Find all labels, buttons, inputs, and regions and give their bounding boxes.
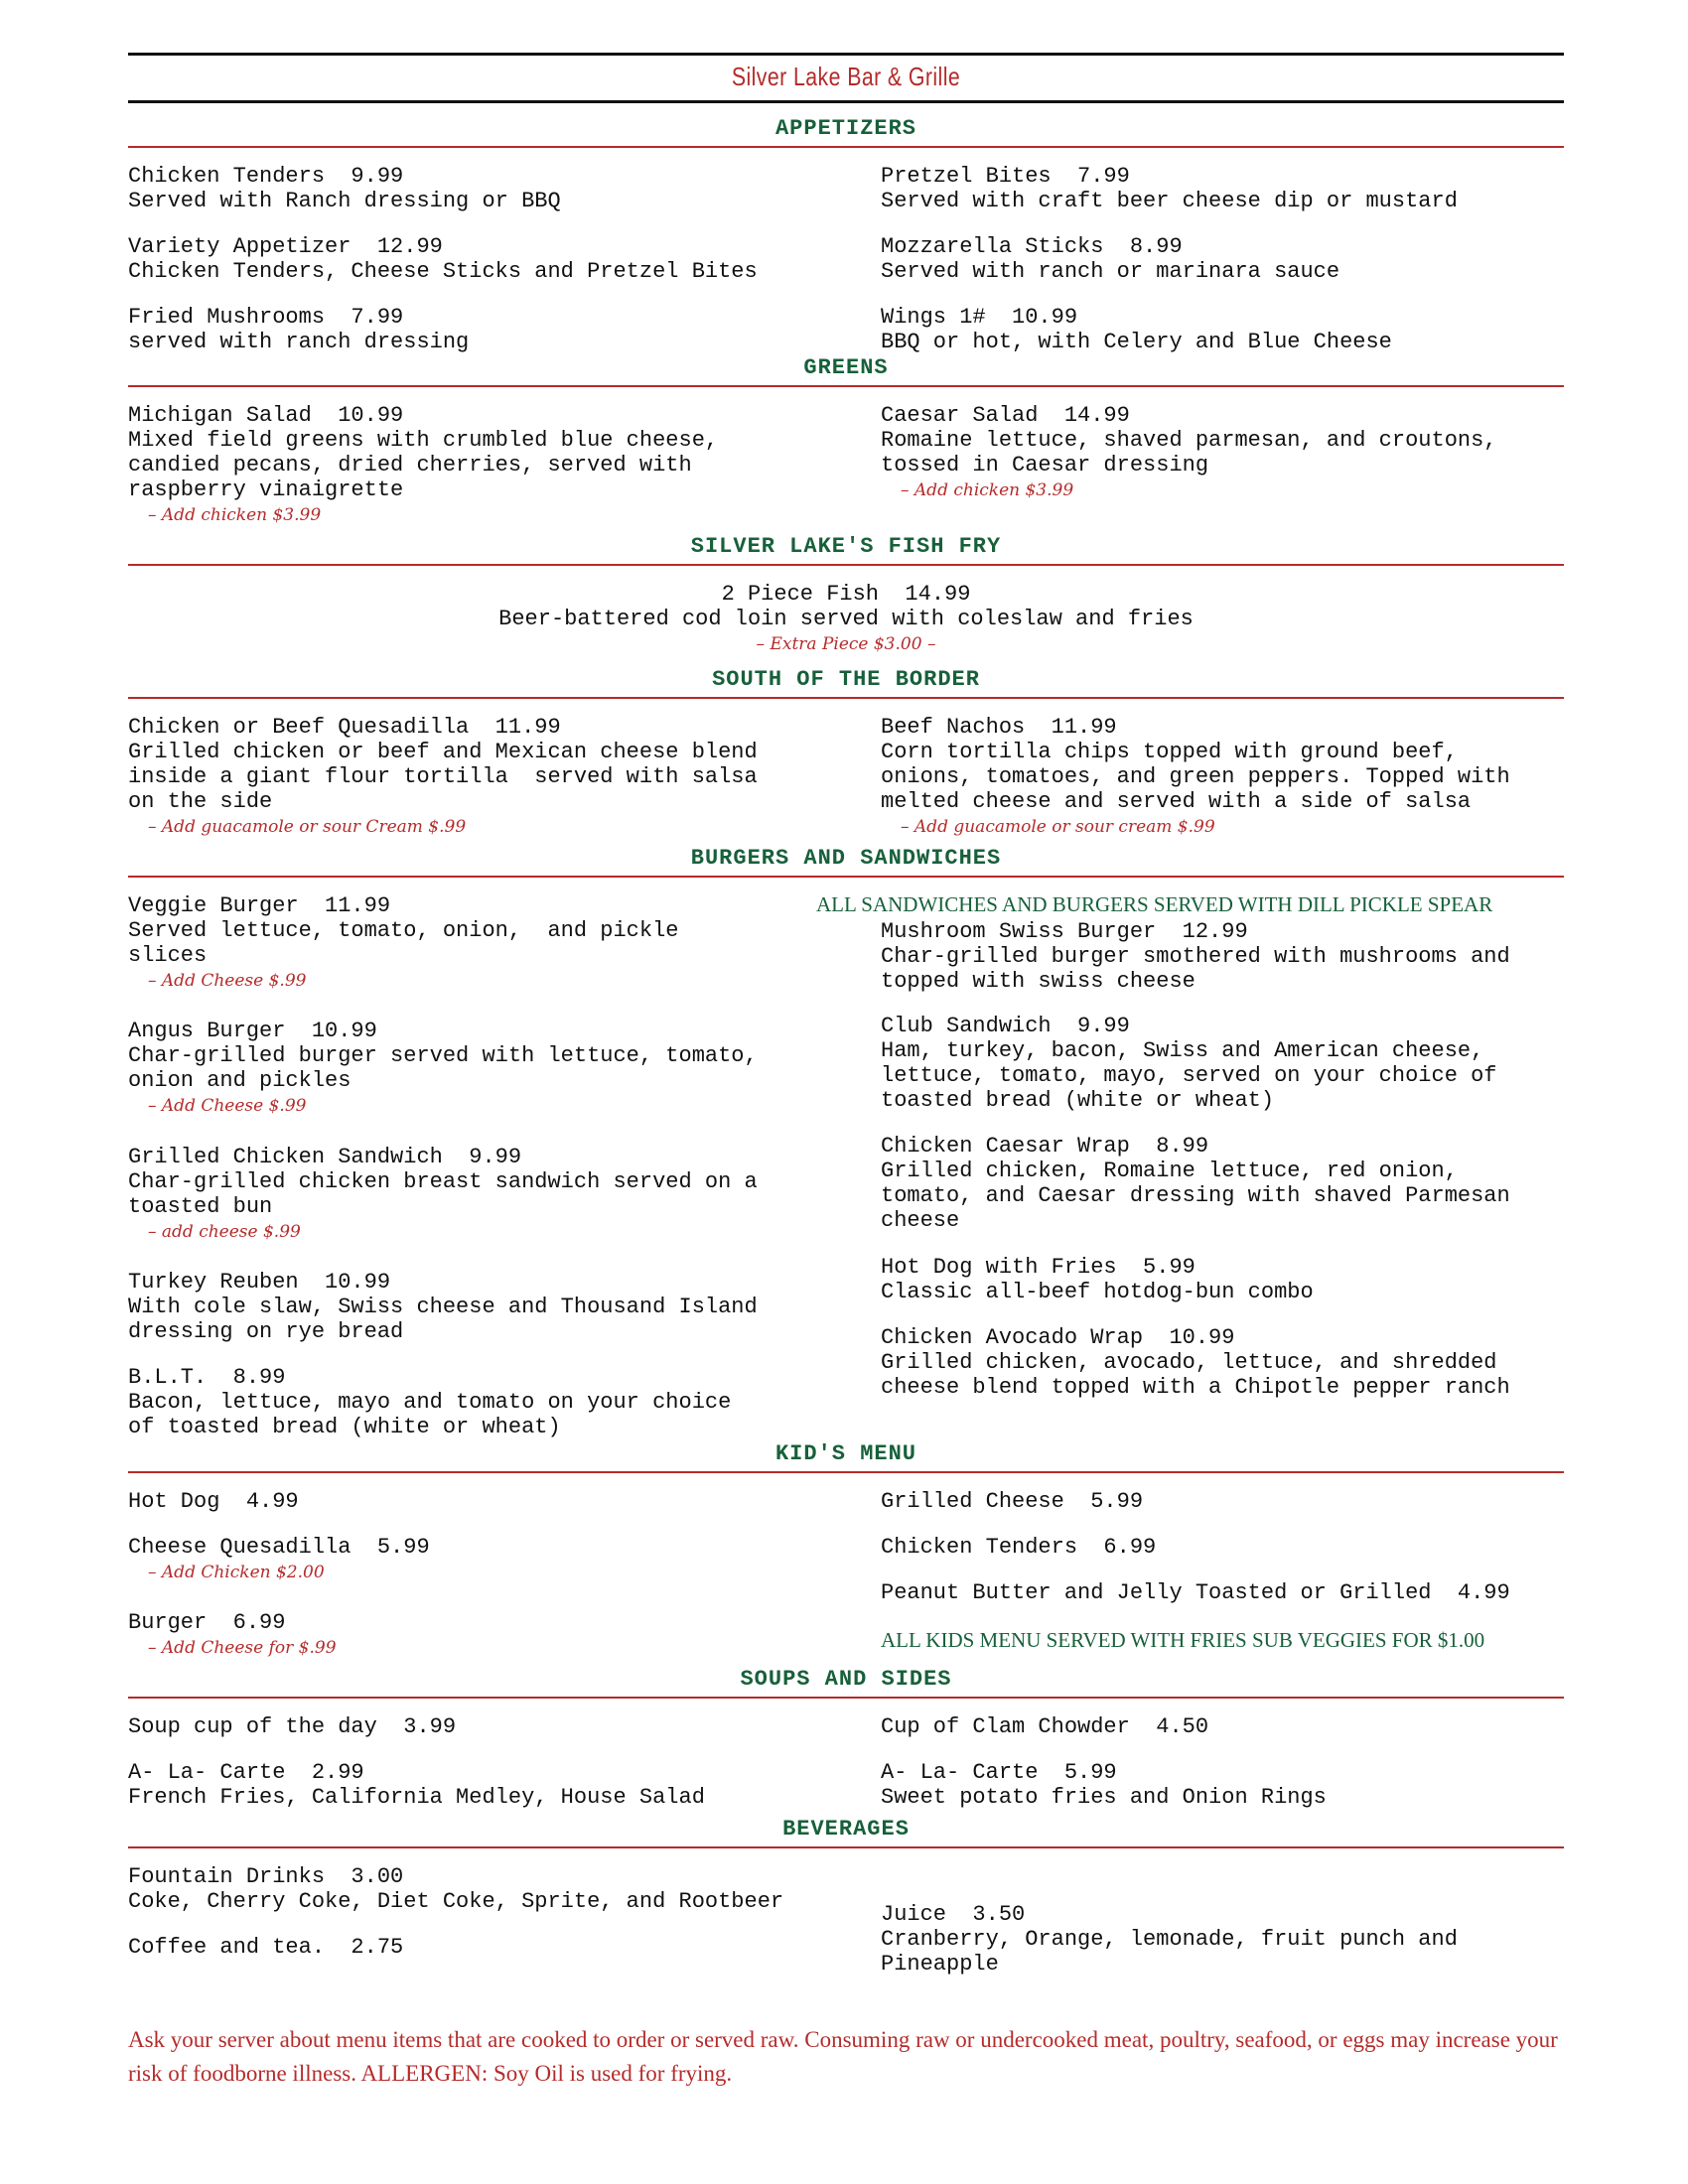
menu-item-soup-of-the-day: [128, 1714, 456, 1739]
item-description: Grilled chicken or beef and Mexican cheese blend inside a giant flour tortilla served with salsa on the side: [128, 740, 758, 814]
item-name: Fried Mushrooms 7.99: [128, 305, 404, 330]
item-name: Angus Burger 10.99: [128, 1019, 377, 1043]
menu-item-grilled-chicken-sandwich: [128, 1145, 758, 1219]
item-name: Grilled Cheese 5.99: [881, 1489, 1144, 1514]
section-rule: [128, 385, 1564, 387]
addon-note: – Extra Piece $3.00 –: [756, 634, 936, 654]
item-description: Coke, Cherry Coke, Diet Coke, Sprite, and Rootbeer: [128, 1889, 784, 1914]
menu-item-chicken-avocado-wrap: [881, 1325, 1510, 1400]
addon-note: – Add Cheese $.99: [148, 971, 307, 991]
item-description: Sweet potato fries and Onion Rings: [881, 1785, 1327, 1810]
menu-item-angus-burger: [128, 1019, 758, 1093]
kids-banner: ALL KIDS MENU SERVED WITH FRIES SUB VEGGIES FOR $1.00: [881, 1628, 1485, 1652]
addon-note: – Add guacamole or sour Cream $.99: [148, 817, 467, 837]
item-description: Ham, turkey, bacon, Swiss and American cheese, lettuce, tomato, mayo, served on your choice of toasted bread (white or wheat): [881, 1038, 1497, 1113]
menu-item-chicken-caesar-wrap: [881, 1134, 1510, 1233]
item-description: Chicken Tenders, Cheese Sticks and Pretzel Bites: [128, 259, 758, 284]
section-rule: [128, 1846, 1564, 1848]
item-name: Peanut Butter and Jelly Toasted or Grilled 4.99: [881, 1580, 1510, 1605]
section-rule: [128, 146, 1564, 148]
menu-item-coffee-and-tea: [128, 1935, 403, 1960]
header-bottom-rule: [128, 100, 1564, 103]
menu-item-michigan-salad: [128, 403, 718, 502]
item-name: A- La- Carte 5.99: [881, 1760, 1117, 1785]
section-title-appetizers: APPETIZERS: [774, 116, 917, 141]
section-rule: [128, 876, 1564, 878]
menu-item-kids-hot-dog: [128, 1489, 299, 1514]
item-name: Mushroom Swiss Burger 12.99: [881, 919, 1248, 944]
menu-item-juice: [881, 1902, 1458, 1977]
item-description: Served with craft beer cheese dip or mustard: [881, 189, 1458, 213]
item-name: Cup of Clam Chowder 4.50: [881, 1714, 1209, 1739]
section-rule: [128, 564, 1564, 566]
menu-item-a-la-carte-1: [128, 1760, 705, 1810]
item-description: Char-grilled burger smothered with mushrooms and topped with swiss cheese: [881, 944, 1510, 994]
item-description: Served lettuce, tomato, onion, and pickle slices: [128, 918, 679, 968]
menu-item-variety-appetizer: [128, 234, 758, 284]
menu-item-chicken-tenders: [128, 164, 561, 213]
menu-item-kids-burger: [128, 1610, 285, 1635]
menu-item-kids-grilled-cheese: [881, 1489, 1143, 1514]
section-rule: [128, 1471, 1564, 1473]
menu-item-quesadilla: [128, 715, 758, 814]
item-name: Mozzarella Sticks 8.99: [881, 234, 1183, 259]
item-name: Hot Dog 4.99: [128, 1489, 299, 1514]
menu-item-club-sandwich: [881, 1014, 1497, 1113]
menu-item-fried-mushrooms: [128, 305, 469, 354]
item-description: Mixed field greens with crumbled blue cheese, candied pecans, dried cherries, served with raspberry vinaigrette: [128, 428, 719, 502]
menu-item-pretzel-bites: [881, 164, 1458, 213]
addon-note: – Add Cheese for $.99: [148, 1638, 337, 1658]
menu-item-kids-cheese-quesadilla: [128, 1535, 430, 1560]
section-title-kids-menu: KID'S MENU: [774, 1441, 917, 1466]
item-name: Turkey Reuben 10.99: [128, 1270, 391, 1295]
item-name: Michigan Salad 10.99: [128, 403, 404, 428]
burgers-banner: ALL SANDWICHES AND BURGERS SERVED WITH DILL PICKLE SPEAR: [816, 892, 1493, 916]
item-name: Variety Appetizer 12.99: [128, 234, 443, 259]
item-description: Classic all-beef hotdog-bun combo: [881, 1280, 1314, 1304]
section-rule: [128, 697, 1564, 699]
menu-item-beef-nachos: [881, 715, 1510, 814]
menu-item-mozzarella-sticks: [881, 234, 1339, 284]
item-description: Corn tortilla chips topped with ground beef, onions, tomatoes, and green peppers. Topped with melted cheese and served with a side of salsa: [881, 740, 1510, 814]
item-name: Chicken Tenders 9.99: [128, 164, 404, 189]
addon-note: – Add chicken $3.99: [148, 505, 322, 525]
item-description: Served with ranch or marinara sauce: [881, 259, 1340, 284]
menu-item-hot-dog-with-fries: [881, 1255, 1314, 1304]
item-description: Char-grilled burger served with lettuce, tomato, onion and pickles: [128, 1043, 758, 1093]
menu-item-caesar-salad: [881, 403, 1497, 478]
item-name: Cheese Quesadilla 5.99: [128, 1535, 430, 1560]
section-title-burgers-and-sandwiches: BURGERS AND SANDWICHES: [690, 846, 1002, 871]
item-description: served with ranch dressing: [128, 330, 470, 354]
item-name: Juice 3.50: [881, 1902, 1026, 1927]
menu-item-a-la-carte-2: [881, 1760, 1327, 1810]
restaurant-name: Silver Lake Bar & Grille: [731, 62, 961, 91]
menu-item-wings: [881, 305, 1392, 354]
menu-item-turkey-reuben: [128, 1270, 758, 1344]
addon-note: – Add chicken $3.99: [901, 480, 1074, 500]
menu-item-veggie-burger: [128, 893, 679, 968]
item-description: Cranberry, Orange, lemonade, fruit punch and Pineapple: [881, 1927, 1458, 1977]
item-name: Chicken Tenders 6.99: [881, 1535, 1157, 1560]
menu-item-clam-chowder: [881, 1714, 1208, 1739]
addon-note: – Add Cheese $.99: [148, 1096, 307, 1116]
section-title-greens: GREENS: [803, 355, 889, 380]
item-name: 2 Piece Fish 14.99: [721, 582, 971, 607]
section-title-south-of-the-border: SOUTH OF THE BORDER: [712, 667, 980, 692]
item-name: Beef Nachos 11.99: [881, 715, 1117, 740]
item-name: Burger 6.99: [128, 1610, 286, 1635]
addon-note: – add cheese $.99: [148, 1222, 301, 1242]
section-title-fish-fry: SILVER LAKE'S FISH FRY: [690, 534, 1002, 559]
item-name: Coffee and tea. 2.75: [128, 1935, 404, 1960]
item-name: Club Sandwich 9.99: [881, 1014, 1130, 1038]
item-name: Chicken Avocado Wrap 10.99: [881, 1325, 1235, 1350]
addon-note: – Add Chicken $2.00: [148, 1563, 325, 1582]
item-name: Caesar Salad 14.99: [881, 403, 1130, 428]
item-name: Grilled Chicken Sandwich 9.99: [128, 1145, 522, 1169]
item-description: With cole slaw, Swiss cheese and Thousand Island dressing on rye bread: [128, 1295, 758, 1344]
item-name: Fountain Drinks 3.00: [128, 1864, 404, 1889]
header-top-rule: [128, 53, 1564, 56]
menu-item-fountain-drinks: [128, 1864, 783, 1914]
item-name: Chicken Caesar Wrap 8.99: [881, 1134, 1209, 1159]
section-title-soups-and-sides: SOUPS AND SIDES: [740, 1667, 952, 1692]
item-description: Beer-battered cod loin served with coleslaw and fries: [498, 607, 1194, 631]
item-description: Grilled chicken, avocado, lettuce, and shredded cheese blend topped with a Chipotle pepper ranch: [881, 1350, 1510, 1400]
menu-item-kids-pbj: [881, 1580, 1510, 1605]
item-name: Veggie Burger 11.99: [128, 893, 391, 918]
addon-note: – Add guacamole or sour cream $.99: [901, 817, 1215, 837]
item-description: French Fries, California Medley, House Salad: [128, 1785, 705, 1810]
menu-item-kids-chicken-tenders: [881, 1535, 1156, 1560]
item-description: Bacon, lettuce, mayo and tomato on your choice of toasted bread (white or wheat): [128, 1390, 732, 1439]
item-name: Pretzel Bites 7.99: [881, 164, 1130, 189]
item-name: Soup cup of the day 3.99: [128, 1714, 457, 1739]
item-name: Wings 1# 10.99: [881, 305, 1078, 330]
item-description: BBQ or hot, with Celery and Blue Cheese: [881, 330, 1392, 354]
item-name: B.L.T. 8.99: [128, 1365, 286, 1390]
item-description: Grilled chicken, Romaine lettuce, red onion, tomato, and Caesar dressing with shaved Parmesan cheese: [881, 1159, 1510, 1233]
menu-item-blt: [128, 1365, 731, 1439]
item-description: Served with Ranch dressing or BBQ: [128, 189, 561, 213]
section-rule: [128, 1697, 1564, 1699]
item-description: Char-grilled chicken breast sandwich served on a toasted bun: [128, 1169, 758, 1219]
item-name: A- La- Carte 2.99: [128, 1760, 364, 1785]
allergen-notice: Ask your server about menu items that are cooked to order or served raw. Consuming raw or undercooked meat, poultry, seafood, or eggs may increase your risk of foodborne illness. ALLERGEN: Soy Oil is used for frying.: [128, 2027, 1558, 2086]
menu-item-mushroom-swiss-burger: [881, 919, 1510, 994]
item-name: Hot Dog with Fries 5.99: [881, 1255, 1196, 1280]
section-title-beverages: BEVERAGES: [782, 1817, 910, 1842]
item-description: Romaine lettuce, shaved parmesan, and croutons, tossed in Caesar dressing: [881, 428, 1497, 478]
menu-item-two-piece-fish: [128, 582, 1564, 631]
item-name: Chicken or Beef Quesadilla 11.99: [128, 715, 561, 740]
